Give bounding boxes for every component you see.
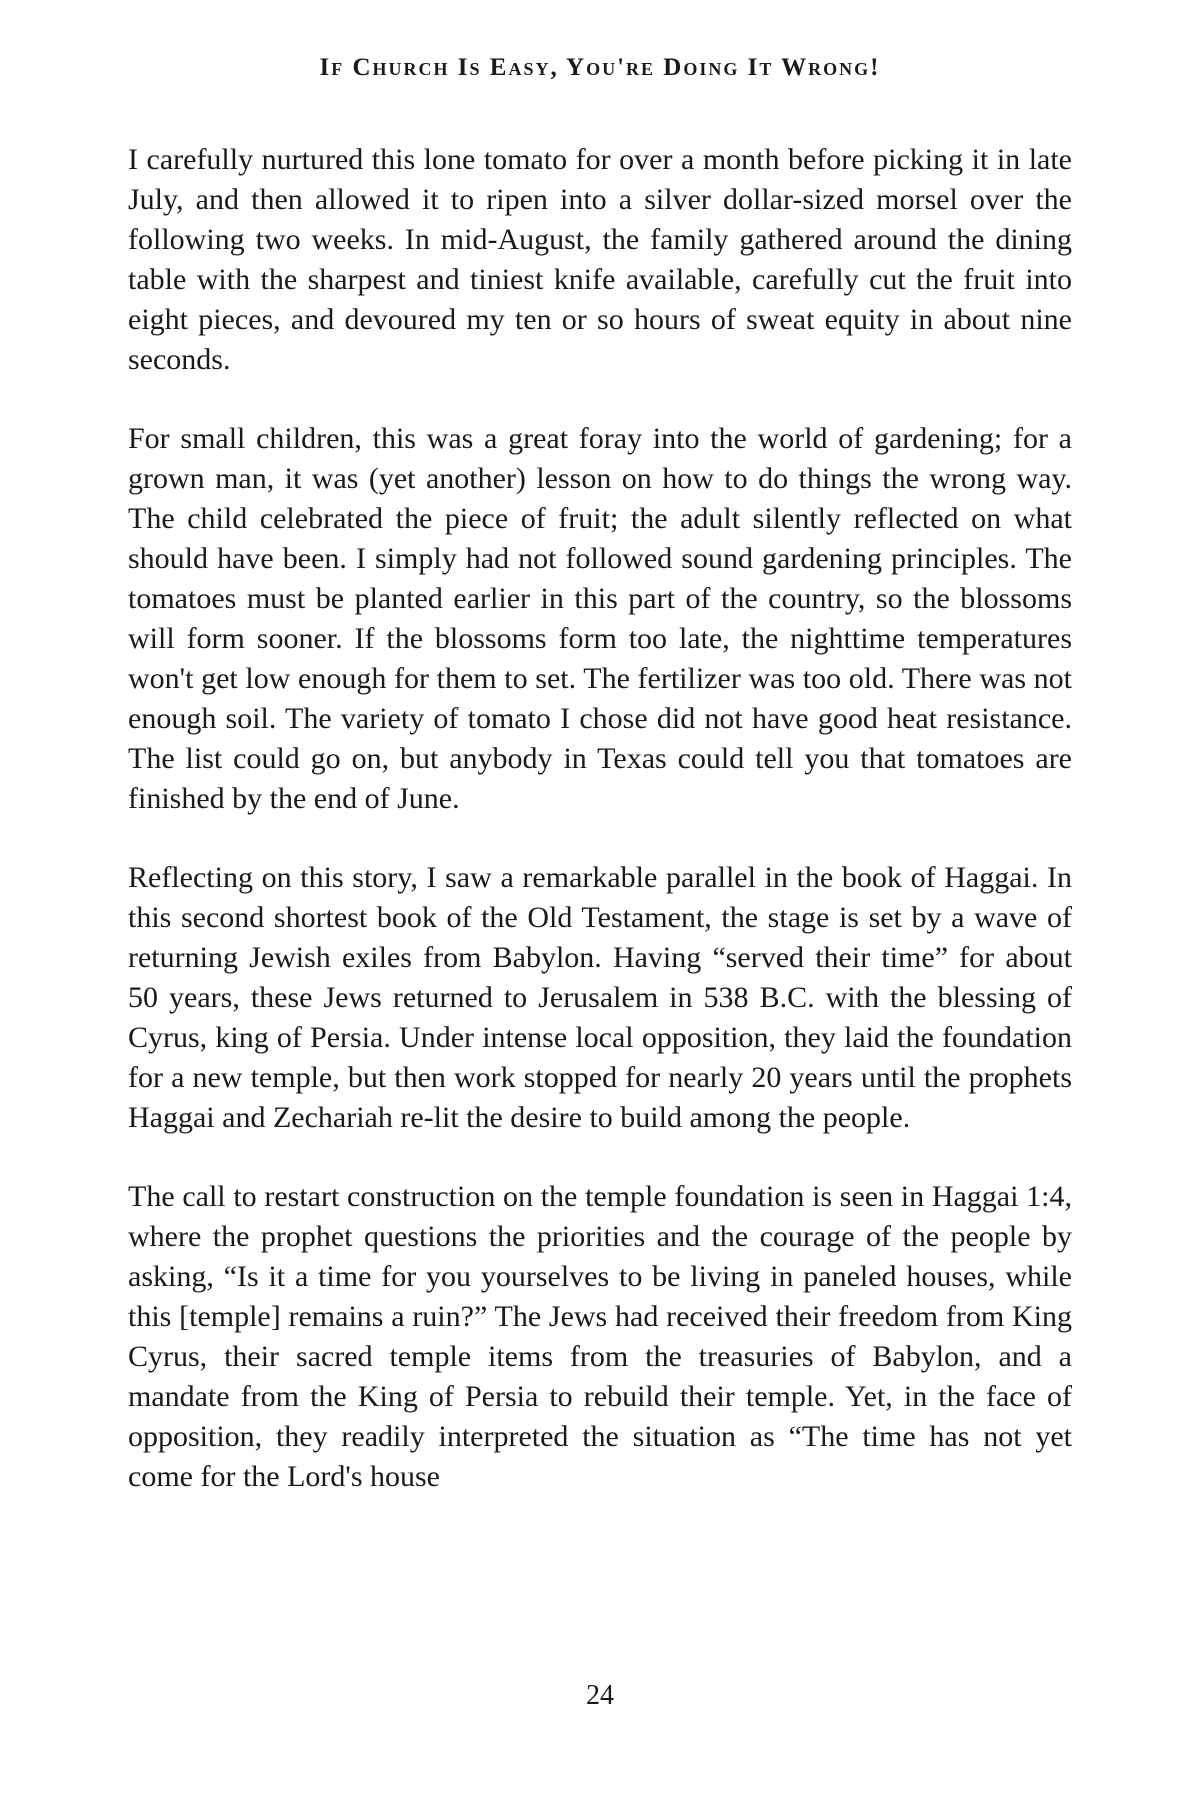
paragraph: The call to restart construction on the temple foundation is seen in Haggai 1:4, where the prophet questions the priorities and the courage of the people by asking, “Is it a time for you yourselves to be living in paneled houses, while this [temple] remains a ruin?” The Jews had received their freedom from King Cyrus, their sacred temple items from the treasuries of Babylon, and a mandate from the King of Persia to rebuild their temple. Yet, in the face of opposition, they readily interpreted the situation as “The time has not yet come for the Lord's house bbox=[128, 1180, 1072, 1493]
paragraph: Reflecting on this story, I saw a remarkable parallel in the book of Haggai. In this second shortest book of the Old Testament, the stage is set by a wave of returning Jewish exiles from Babylon. Having “served their time” for about 50 years, these Jews returned to Jerusalem in 538 B.C. with the blessing of Cyrus, king of Persia. Under intense local opposition, they laid the foundation for a new temple, but then work stopped for nearly 20 years until the prophets Haggai and Zechariah re-lit the desire to build among the people. bbox=[128, 861, 1072, 1134]
body-text bbox=[128, 140, 1072, 1497]
page-number: 24 bbox=[586, 1680, 614, 1711]
paragraph: I carefully nurtured this lone tomato for over a month before picking it in late July, and then allowed it to ripen into a silver dollar-sized morsel over the following two weeks. In mid-August, the family gathered around the dining table with the sharpest and tiniest knife available, carefully cut the fruit into eight pieces, and devoured my ten or so hours of sweat equity in about nine seconds. bbox=[128, 143, 1072, 376]
running-head: If Church Is Easy, You're Doing It Wrong! bbox=[319, 54, 881, 81]
paragraph: For small children, this was a great foray into the world of gardening; for a grown man, it was (yet another) lesson on how to do things the wrong way. The child celebrated the piece of fruit; the adult silently reflected on what should have been. I simply had not followed sound gardening principles. The tomatoes must be planted earlier in this part of the country, so the blossoms will form sooner. If the blossoms form too late, the nighttime temperatures won't get low enough for them to set. The fertilizer was too old. There was not enough soil. The variety of tomato I chose did not have good heat resistance. The list could go on, but anybody in Texas could tell you that tomatoes are finished by the end of June. bbox=[128, 422, 1072, 815]
